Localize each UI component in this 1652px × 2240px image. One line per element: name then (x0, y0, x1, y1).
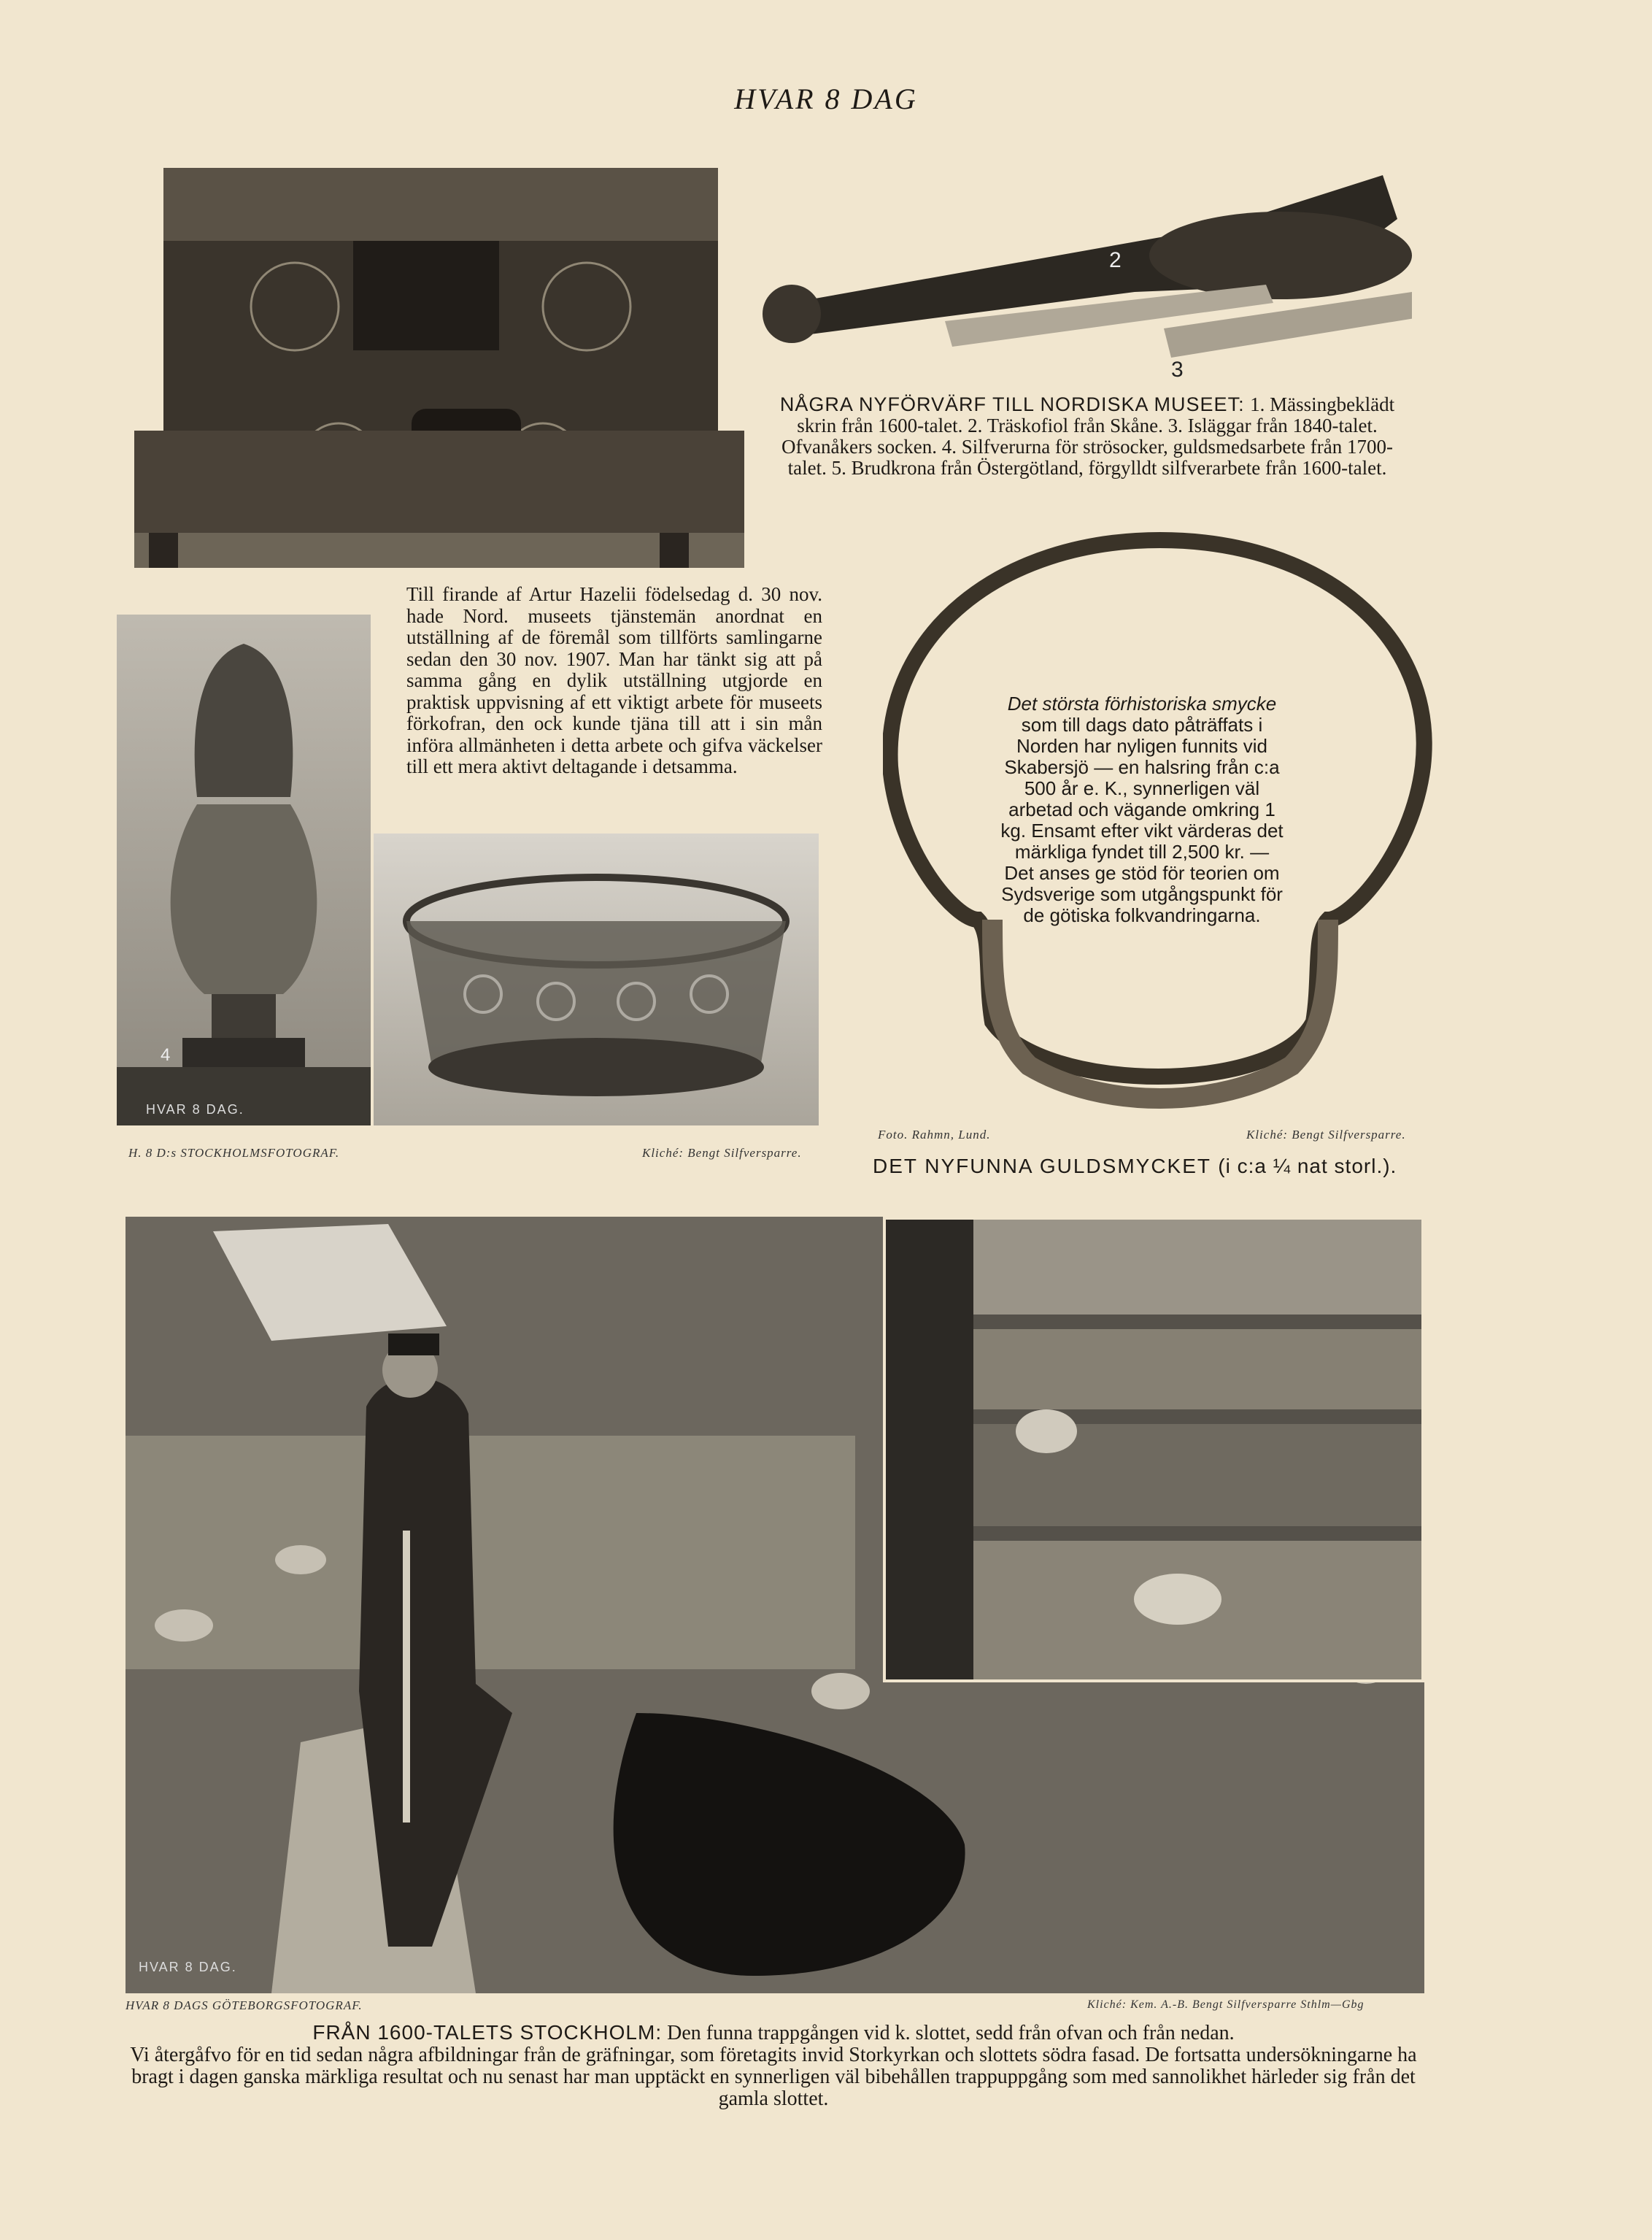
chest-photo (134, 153, 744, 568)
urn-watermark: HVAR 8 DAG. (146, 1102, 244, 1117)
intro-text: Till firande af Artur Hazelii födelsedag d. 30 nov. hade Nord. museets tjänstemän anordnat en utställning af de föremål som tillförts samlingarne sedan den 30 nov. 1907. Man har tänkt sig att på samma gång en dylik utställning utgjorde en praktisk uppvisning af ett viktigt arbete för museets förkofran, den ock kunde tjäna till att i sin mån införa allmänheten i detta arbete och gifva väckelser till ett mera aktivt deltagande i detsamma. (406, 583, 822, 777)
page-header: HVAR 8 DAG (734, 82, 918, 115)
gold-cliche-credit: Kliché: Bengt Silfversparre. (1246, 1128, 1406, 1142)
skates-number: 3 (1171, 358, 1184, 382)
gold-caption (873, 1155, 1397, 1178)
crown-photo (374, 834, 819, 1125)
excavation-caption-head: FRÅN 1600-TALETS STOCKHOLM: (312, 2021, 663, 2044)
excavation-caption-body: Vi återgåfvo för en tid sedan några afbildningar från de gräfningar, som företagits invid Storkyrkan och slottets södra fasad. De fortsatta undersökningarne ha bragt i dagen ganska märkliga resultat och nu senast har man upptäckt en synnerligen väl bibehållen trappuppgång som med sannolikhet härleder sig från det gamla slottet. (130, 2044, 1417, 2110)
museum-caption (766, 394, 1408, 479)
museum-cliche-credit: Kliché: Bengt Silfversparre. (642, 1146, 802, 1160)
fiddle-skates-photo (755, 139, 1412, 387)
gold-caption-scale: (i c:a ¼ nat storl.). (1218, 1155, 1397, 1177)
museum-caption-body: 1. Mässingbeklädt skrin från 1600-talet. 2. Träskofiol från Skåne. 3. Isläggar från 1840-talet. Ofvanåkers socken. 4. Silfverurna för strösocker, guldsmedsarbete från 1700-talet. 5. Brudkrona från Östergötland, förgylldt silfverarbete från 1600-talet. (781, 393, 1395, 479)
stairs-inset-photo (883, 1217, 1424, 1682)
gold-photo-credit: Foto. Rahmn, Lund. (878, 1128, 991, 1142)
gold-text (1000, 693, 1284, 926)
gold-text-title: Det största förhistoriska smycke (1007, 693, 1277, 715)
gold-caption-main: DET NYFUNNA GULDSMYCKET (873, 1155, 1211, 1177)
urn-number: 4 (161, 1045, 171, 1065)
gold-text-body: som till dags dato påträffats i Norden har nyligen funnits vid Skabersjö — en halsring från c:a 500 år e. K., synnerligen väl arbetad och vägande omkring 1 kg. Ensamt efter vikt värderas det märkliga fyndet till 2,500 kr. — Det anses ge stöd för teorien om Sydsverige som utgångspunkt för de götiska folkvandringarna. (1000, 714, 1284, 926)
excavation-caption (117, 2022, 1430, 2110)
museum-caption-head: NÅGRA NYFÖRVÄRF TILL NORDISKA MUSEET: (779, 393, 1245, 415)
urn-photo (117, 615, 371, 1125)
museum-photo-credit: H. 8 D:s STOCKHOLMSFOTOGRAF. (128, 1146, 340, 1160)
excavation-photo-credit: HVAR 8 DAGS GÖTEBORGSFOTOGRAF. (126, 1998, 363, 2012)
excavation-cliche-credit: Kliché: Kem. A.-B. Bengt Silfversparre Sthlm—Gbg (1087, 1998, 1365, 2011)
excavation-watermark: HVAR 8 DAG. (139, 1960, 237, 1974)
excavation-caption-lead: Den funna trappgången vid k. slottet, sedd från ofvan och från nedan. (667, 2022, 1235, 2044)
fiddle-number: 2 (1109, 248, 1122, 272)
